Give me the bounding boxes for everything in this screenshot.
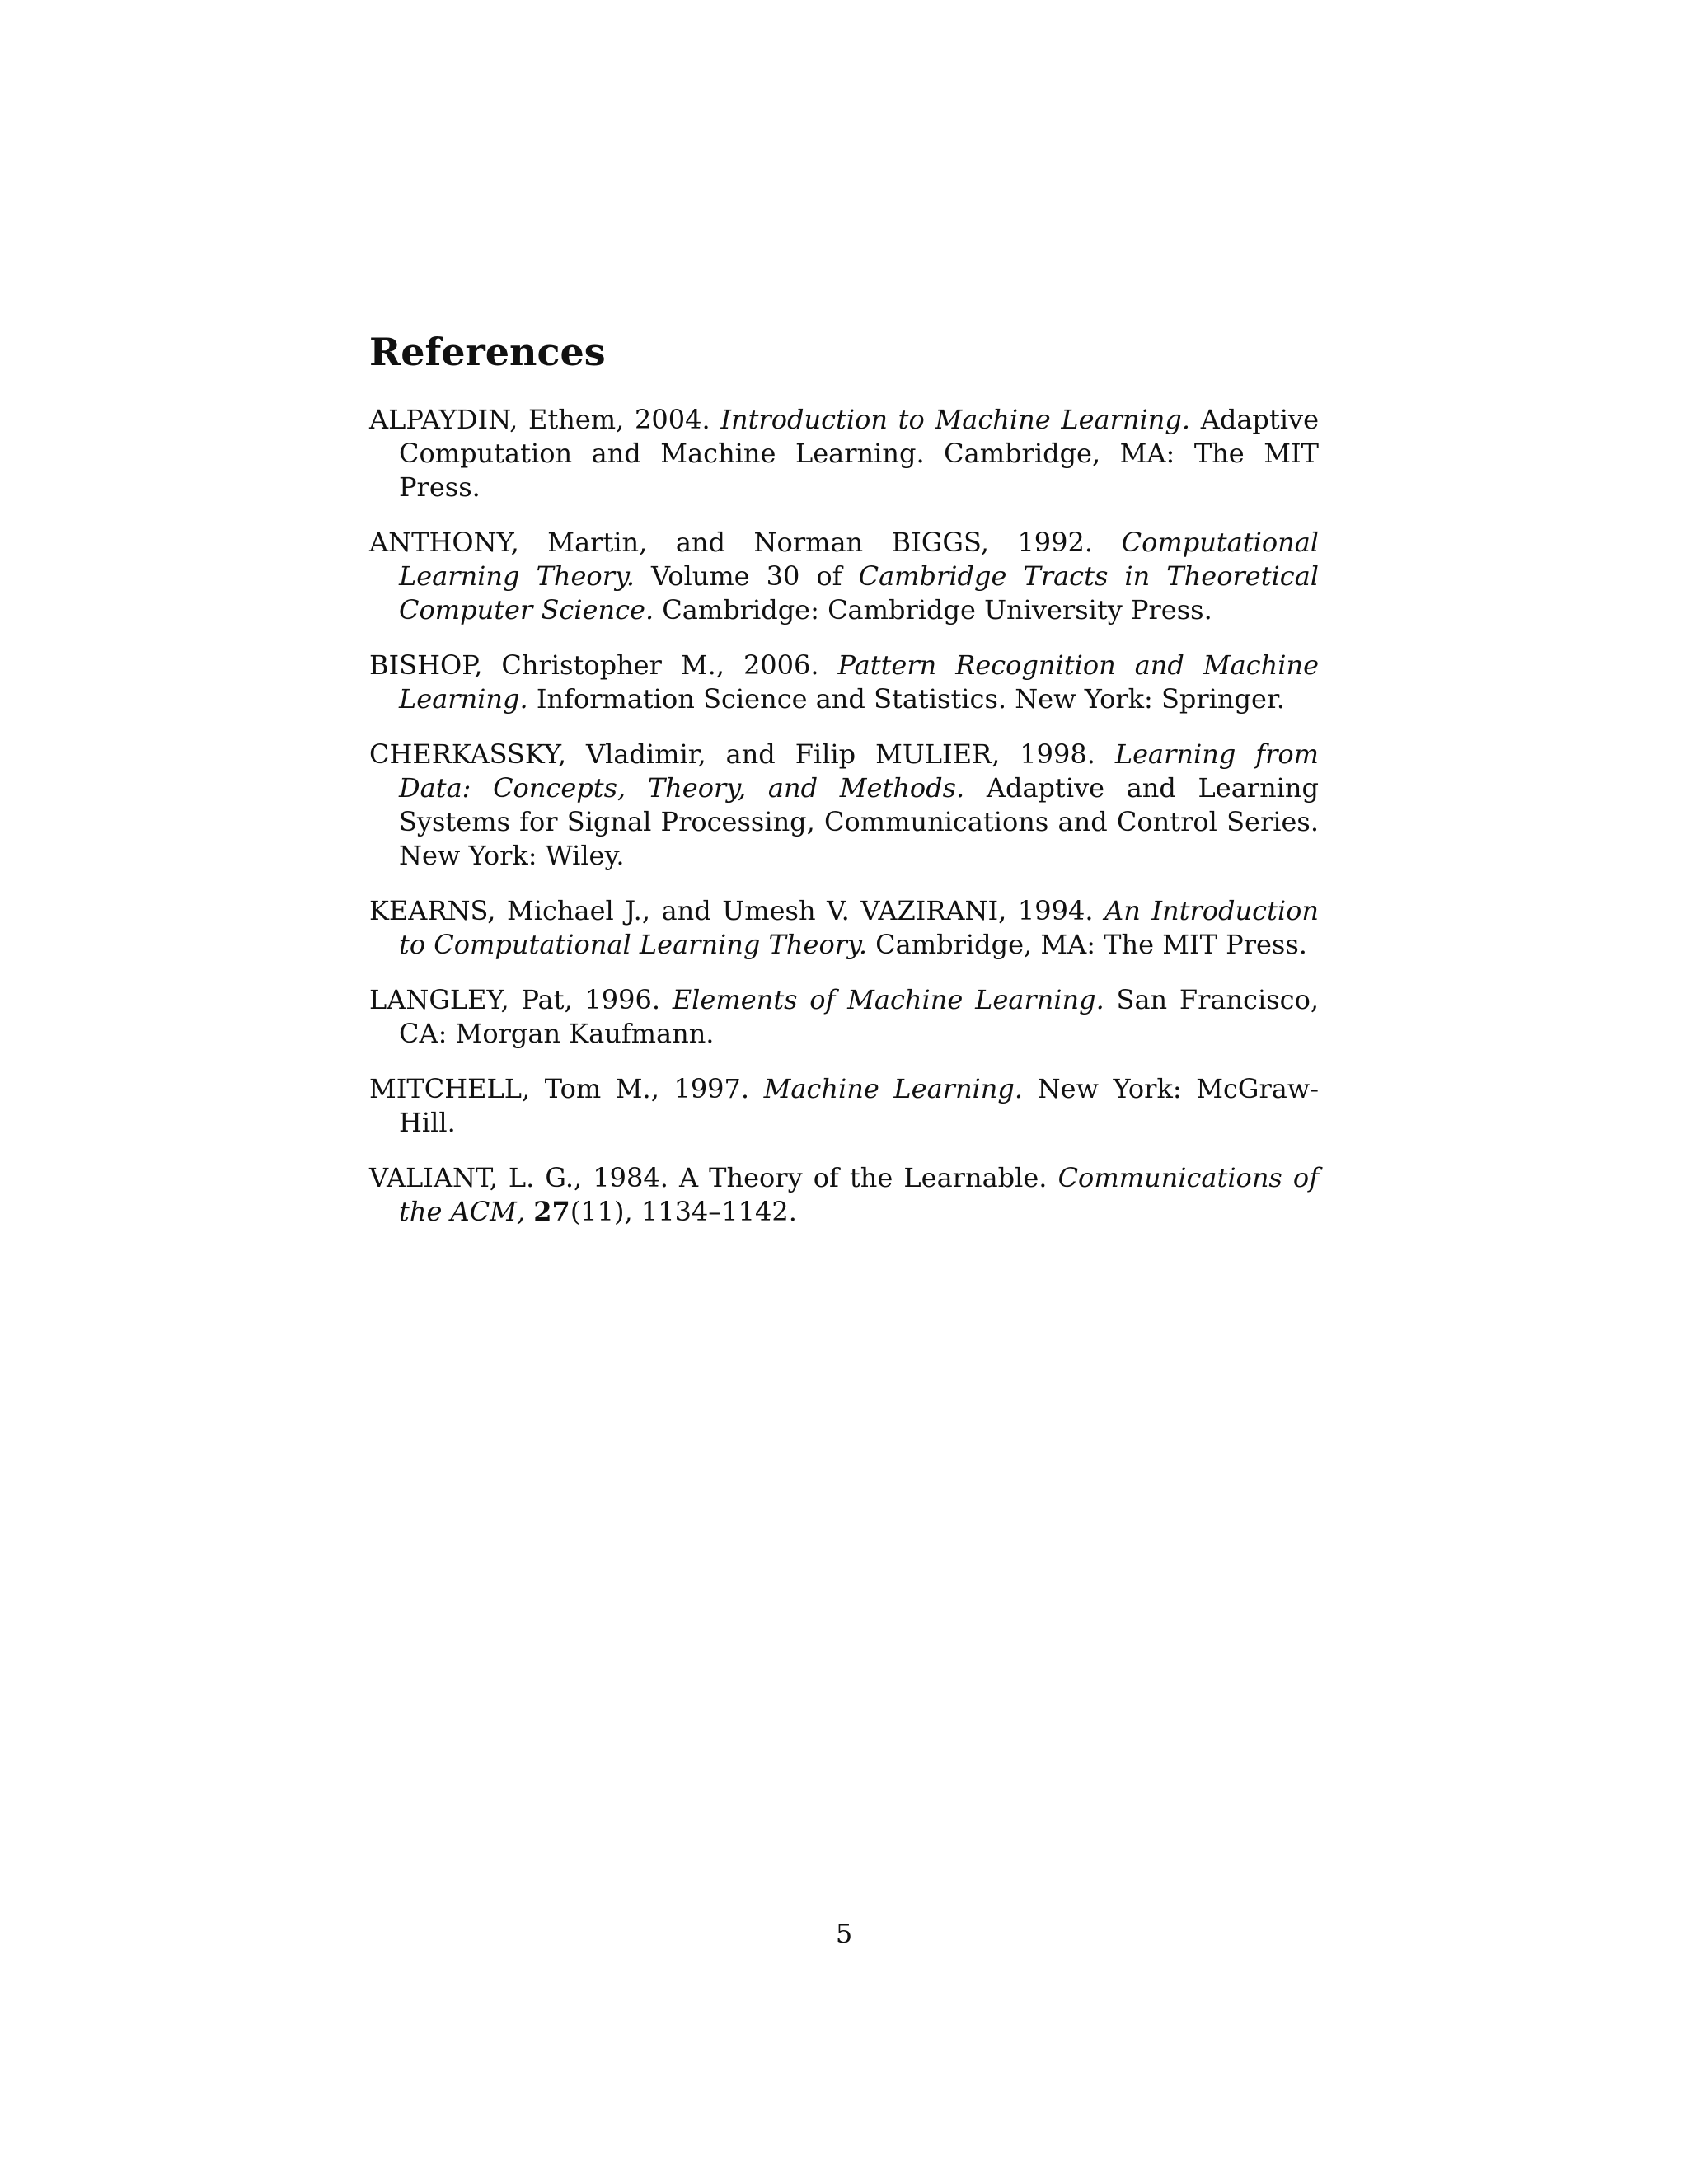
reference-title: Computational Learning Theory. [399, 527, 1320, 593]
reference-volume: Volume 30 of [651, 560, 842, 593]
reference-authors: ANTHONY, Martin, and Norman BIGGS, 1992. [369, 527, 1094, 559]
reference-publication: New York: McGraw-Hill. [399, 1073, 1320, 1139]
reference-publication: San Francisco, CA: Morgan Kaufmann. [399, 984, 1320, 1050]
references-section [369, 330, 1319, 1250]
reference-title: An Introduction to Computational Learning Theory. [399, 895, 1320, 961]
reference-title: A Theory of the Learnable. [678, 1162, 1048, 1194]
reference-valiant [369, 1161, 1319, 1229]
reference-authors: ALPAYDIN, Ethem, 2004. [369, 404, 710, 436]
reference-mitchell [369, 1072, 1319, 1140]
reference-kearns [369, 894, 1319, 962]
reference-alpaydin [369, 403, 1319, 504]
reference-publication: Adaptive and Learning Systems for Signal Processing, Communications and Control Series. New York: Wiley. [399, 772, 1320, 872]
reference-volume: 27 [533, 1196, 570, 1228]
reference-series: Cambridge Tracts in Theoretical Computer Science. [399, 560, 1320, 626]
reference-anthony [369, 526, 1319, 627]
page-number: 5 [835, 1918, 853, 1949]
reference-authors: LANGLEY, Pat, 1996. [369, 984, 661, 1016]
reference-title: Machine Learning. [763, 1073, 1024, 1105]
reference-issue-pages: (11), 1134–1142. [570, 1196, 797, 1228]
reference-publication: Cambridge: Cambridge University Press. [662, 594, 1212, 626]
reference-langley [369, 983, 1319, 1051]
reference-title: Elements of Machine Learning. [672, 984, 1104, 1016]
reference-authors: VALIANT, L. G., 1984. [369, 1162, 668, 1194]
reference-journal: Communications of the ACM, [399, 1162, 1320, 1228]
reference-authors: KEARNS, Michael J., and Umesh V. VAZIRANI, 1994. [369, 895, 1094, 927]
reference-list [369, 403, 1319, 1229]
reference-authors: BISHOP, Christopher M., 2006. [369, 649, 819, 682]
reference-authors: MITCHELL, Tom M., 1997. [369, 1073, 750, 1105]
reference-title: Introduction to Machine Learning. [720, 404, 1191, 436]
reference-title: Learning from Data: Concepts, Theory, and Methods. [399, 738, 1320, 804]
reference-publication: Adaptive Computation and Machine Learning. Cambridge, MA: The MIT Press. [399, 404, 1319, 504]
reference-title: Pattern Recognition and Machine Learning. [399, 649, 1320, 715]
reference-cherkassky [369, 738, 1319, 873]
reference-publication: Cambridge, MA: The MIT Press. [875, 929, 1307, 961]
section-heading: References [369, 330, 606, 374]
reference-bishop [369, 649, 1319, 716]
reference-publication: Information Science and Statistics. New York: Springer. [536, 683, 1285, 715]
reference-authors: CHERKASSKY, Vladimir, and Filip MULIER, 1998. [369, 738, 1095, 771]
